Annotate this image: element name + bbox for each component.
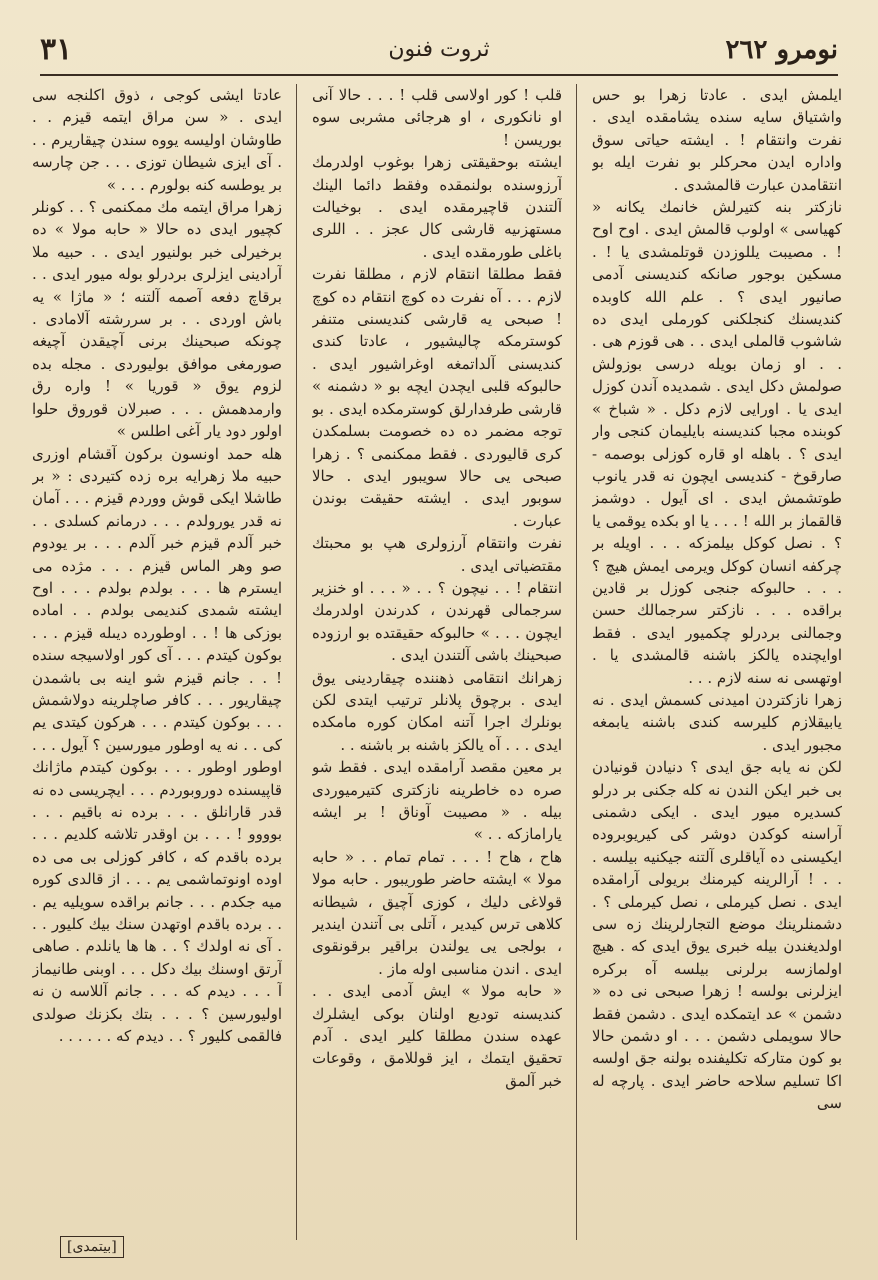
column-middle: [312, 84, 562, 1240]
page-number: ٣١: [40, 32, 73, 67]
paragraph: فقط مطلقا انتقام لازم ، مطلقا نفرت لازم . . . آه نفرت ده كوچ انتقام ده كوچ ! صبحى يه قارشى كنديسنى متنفر كوسترمكه چاليشيور ، عادتا كندى كنديسنى آلداتمغه اوغراشيور ايدى . حالبوكه قلبى ايچدن ايچه بو « دشمنه » قارشى طرفدارلق كوسترمكده ايدى . بو توجه مضمر ده ده خصومت بسلمكدن كرى قاليوردى . فقط ممكنمى ؟ . زهرا صبحى يى حالا سويبور ايدى . حالا سوبور ايدى . ايشته حقيقت بوندن عبارت .: [312, 265, 562, 530]
paragraph: لكن نه يابه جق ايدى ؟ دنيادن قونيادن بى خبر ايكن الندن نه كله جكنى بر درلو كسديره ميور ايدى . ايكى دشمنى آراسنه كوكدن دوشر كى كيريوبروده ايكيسنى ده آياقلرى آلتنه جيكنيه بيلسه . . . ! آرالرينه كيرمنك بريولى آرامقده ايدى . نصل كيرملى ، نصل كيرملى ؟ . دشمنلرينك موضع التجارلرينك زه سى اولديغندن بيله خبرى يوق ايدى كه . هيچ اولمازسه برلرنى بيلسه آه بركره ايزلرنى بولسه ! زهرا صبحى نى ده « دشمن » عد ايتمكده ايدى . دشمن فقط حالا سويملى دشمن . . . او دشمن حالا بو كون متاركه تكليفنده بولنه جق اولسه اكا تسليم سلاحه حاضر ايدى . پارچه له سى: [592, 758, 842, 1113]
column-divider: [576, 84, 577, 1240]
paragraph: عادتا ايشى كوجى ، ذوق اكلنجه سى ايدى . « سن مراق ايتمه قيزم . . طاوشان اوليسه يووه سندن چيقاريرم . . . آى ايزى شيطان توزى . . . جن چارسه بر يوطسه كنه بولورم . . . »: [32, 86, 282, 194]
paragraph: زهرانك انتقامى ذهننده چيقاردينى يوق ايدى . برچوق پلانلر ترتيب ايتدى لكن بونلرك اجرا آتنه امكان كوره مامكده ايدى . . . آه يالكز باشنه بر باشنه . .: [312, 668, 562, 754]
page-header: [40, 30, 838, 70]
issue-number: نومرو ٢٦٢: [725, 35, 838, 65]
paragraph: هاح ، هاح ! . . . تمام تمام . . « حابه مولا » ايشته حاضر طوريبور . حابه مولا قولاغى دليك ، كوزى آچيق ، شيطانه كلاهى ترس كيدير ، آتلى بى آتندن ايندير ، بولجى يى يولندن براقير برقونقوى ايدى . اندن مناسبى اوله ماز .: [312, 847, 562, 978]
paragraph: قلب ! كور اولاسى قلب ! . . . حالا آنى او نانكورى ، او هرجائى مشربى سوه بوريسن !: [312, 86, 562, 149]
paragraph: نفرت وانتقام آرزولرى هپ بو محبتك مقتضياتى ايدى .: [312, 534, 562, 575]
paragraph: نازكتر بنه كتيرلش خانمك يكانه « كهياسى » اولوب قالمش ايدى . اوح اوح ! . مصيبت يللوزدن قوتلمشدى يا ! . مسكين بوجور صانكه كنديسنى آدمى صانيور ايدى ؟ . علم الله كاوبده كنديسنك كنجلكنى كورملى ايدى ده شاشوب قالملى ايدى . . هى قوزم هى . . . او زمان بويله درسى بوزولش صولمش دكل ايدى . شمديده آندن كوزل ايدى يا . اورايى لازم دكل . « شباخ » كوبنده مجبا كنديسنه بايليمان كنجى وار ايدى ؟ . باهله او قاره كوزلى بوصمه - صارقوخ - كنديسى ايچون نه قدر يانوب طوتشمش ايدى . اى آيول . دوشمز قالقماز بر الله ! . . . يا او بكده يوقمى يا ؟ . نصل كوكل بيلمزكه . . . اويله بر چركفه انسان كوكل ويرمى ايمش هيچ ؟ . . . حالبوكه جنجى كوزل بر قادين براقده . . . نازكتر سرجمالك حسن وجمالنى بردرلو چكميور ايدى . فقط اوايچنده يالكز باشنه قالمشدى يا . اوتهسى نه سنه لازم . . .: [592, 198, 842, 687]
paragraph: « حابه مولا » ايش آدمى ايدى . . كنديسنه توديع اولنان بوكى ايشلرك عهده سندن مطلقا كلير ايدى . آدم تحقيق ايتمك ، ايز قوللامق ، وقوعات خبر آلمق: [312, 982, 562, 1090]
column-right: [592, 84, 842, 1240]
text-columns: [32, 84, 842, 1240]
paragraph: هله حمد اونسون بركون آقشام اوزرى حبيه ملا زهرايه بره زده كتيردى : « بر طاشلا ايكى قوش ووردم قيزم . . . آمان نه قدر يورولدم . . . درمانم كسلدى . . خبر آلدم قيزم خبر آلدم . . . بر يودوم صو وهر الماس قيزم . . . مژده مى ايسترم ها . . . بولدم بولدم . . . اوح ايشته شمدى كنديمى بولدم . . اماده بوزكى ها ! . . اوطورده ديىله قيزم . . . بوكون كيتدم . . . آى كور اولاسيجه سنده ! . . جانم قيزم شو اينه بى باشمدن چيقاريور . . . كافر صاچلرينه دولاشمش . . . بوكون كيتدم . . . هركون كيتدى يم كى . . نه يه اوطور ميورسين ؟ آيول . . . اوطور اوطور . . . بوكون كيتدم ماژانك قاپيسنده دوروبوردم . . . ايچريسى ده نه قدر قارانلق . . . برده نه باقيم . . . بوووو ! . . . بن اوقدر تلاشه كلديم . . . برده باقدم كه ، كافر كوزلى بى مى ده اوده اونوتماشمى يم . . . از قالدى كوره ميه جكدم . . . جانم براقده سويليه يم . . . برده باقدم اوتهدن سنك بيك كليور . . . آى نه اولدك ؟ . . ها ها يانلدم . صاهى آرتق اوسنك بيك دكل . . . اوبنى طانيماز آ . . . ديدم كه . . . جانم آللاسه ن نه اوليورسين ؟ . . . بتك بكزنك صولدى فالقمى كليور ؟ . . ديدم كه . . . . . .: [32, 444, 282, 1046]
column-left: [32, 84, 282, 1240]
header-rule: [40, 74, 838, 76]
paragraph: زهرا مراق ايتمه مك ممكنمى ؟ . . كونلر كچيور ايدى ده حالا « حابه مولا » ده برخيرلى خبر بولنيور ايدى . . حبيه ملا آرادينى ايزلرى بردرلو بوله ميور ايدى . . برقاچ دفعه آصمه آلتنه ؛ « ماژا » يه باش اوردى . . بر سررشته آلامادى . چونكه صبحينك برنى آچيقدن آچيغه صورمغى موافق بوليوردى . مجله بده لزوم يوق « قوريا » ! واره رق وارمدهمش . . . صبرلان قوروق حلوا اولور دود يار آغى اطلس »: [32, 198, 282, 441]
column-divider: [296, 84, 297, 1240]
paragraph: زهرا نازكتردن اميدنى كسمش ايدى . نه يابيقلازم كليرسه كندى باشنه يابمغه مجبور ايدى .: [592, 690, 842, 754]
journal-title: ثروت فنون: [388, 37, 490, 62]
continuation-note: [بيتمدى]: [60, 1236, 124, 1258]
paragraph: بر معين مقصد آرامقده ايدى . فقط شو صره ده خاطرينه نازكترى كتيرميوردى بيله . « مصيبت آوناق ! بر ايشه يارامازكه . . »: [312, 758, 562, 844]
paragraph: ايشته بوحقيقتى زهرا بوغوب اولدرمك آرزوسنده بولنمقده وفقط دائما الينك آلتندن قاچيرمقده ايدى . بوخيالت مستهزىيه قارشى كال عجز . . اللرى باغلى طورمقده ايدى .: [312, 153, 562, 261]
paragraph: ايلمش ايدى . عادتا زهرا بو حس واشتياق سايه سنده يشامقده ايدى . نفرت وانتقام ! . ايشته حياتى سوق واداره ايدن محركلر بو نفرت ايله بو انتقامدن عبارت قالمشدى .: [592, 86, 842, 194]
paragraph: انتقام ! . . نيچون ؟ . . « . . . او خنزير سرجمالى قهرندن ، كدرندن اولدرمك ايچون . . . » حالبوكه حقيقتده بو ارزوده صبحينك باشى آلتندن ايدى .: [312, 578, 562, 665]
